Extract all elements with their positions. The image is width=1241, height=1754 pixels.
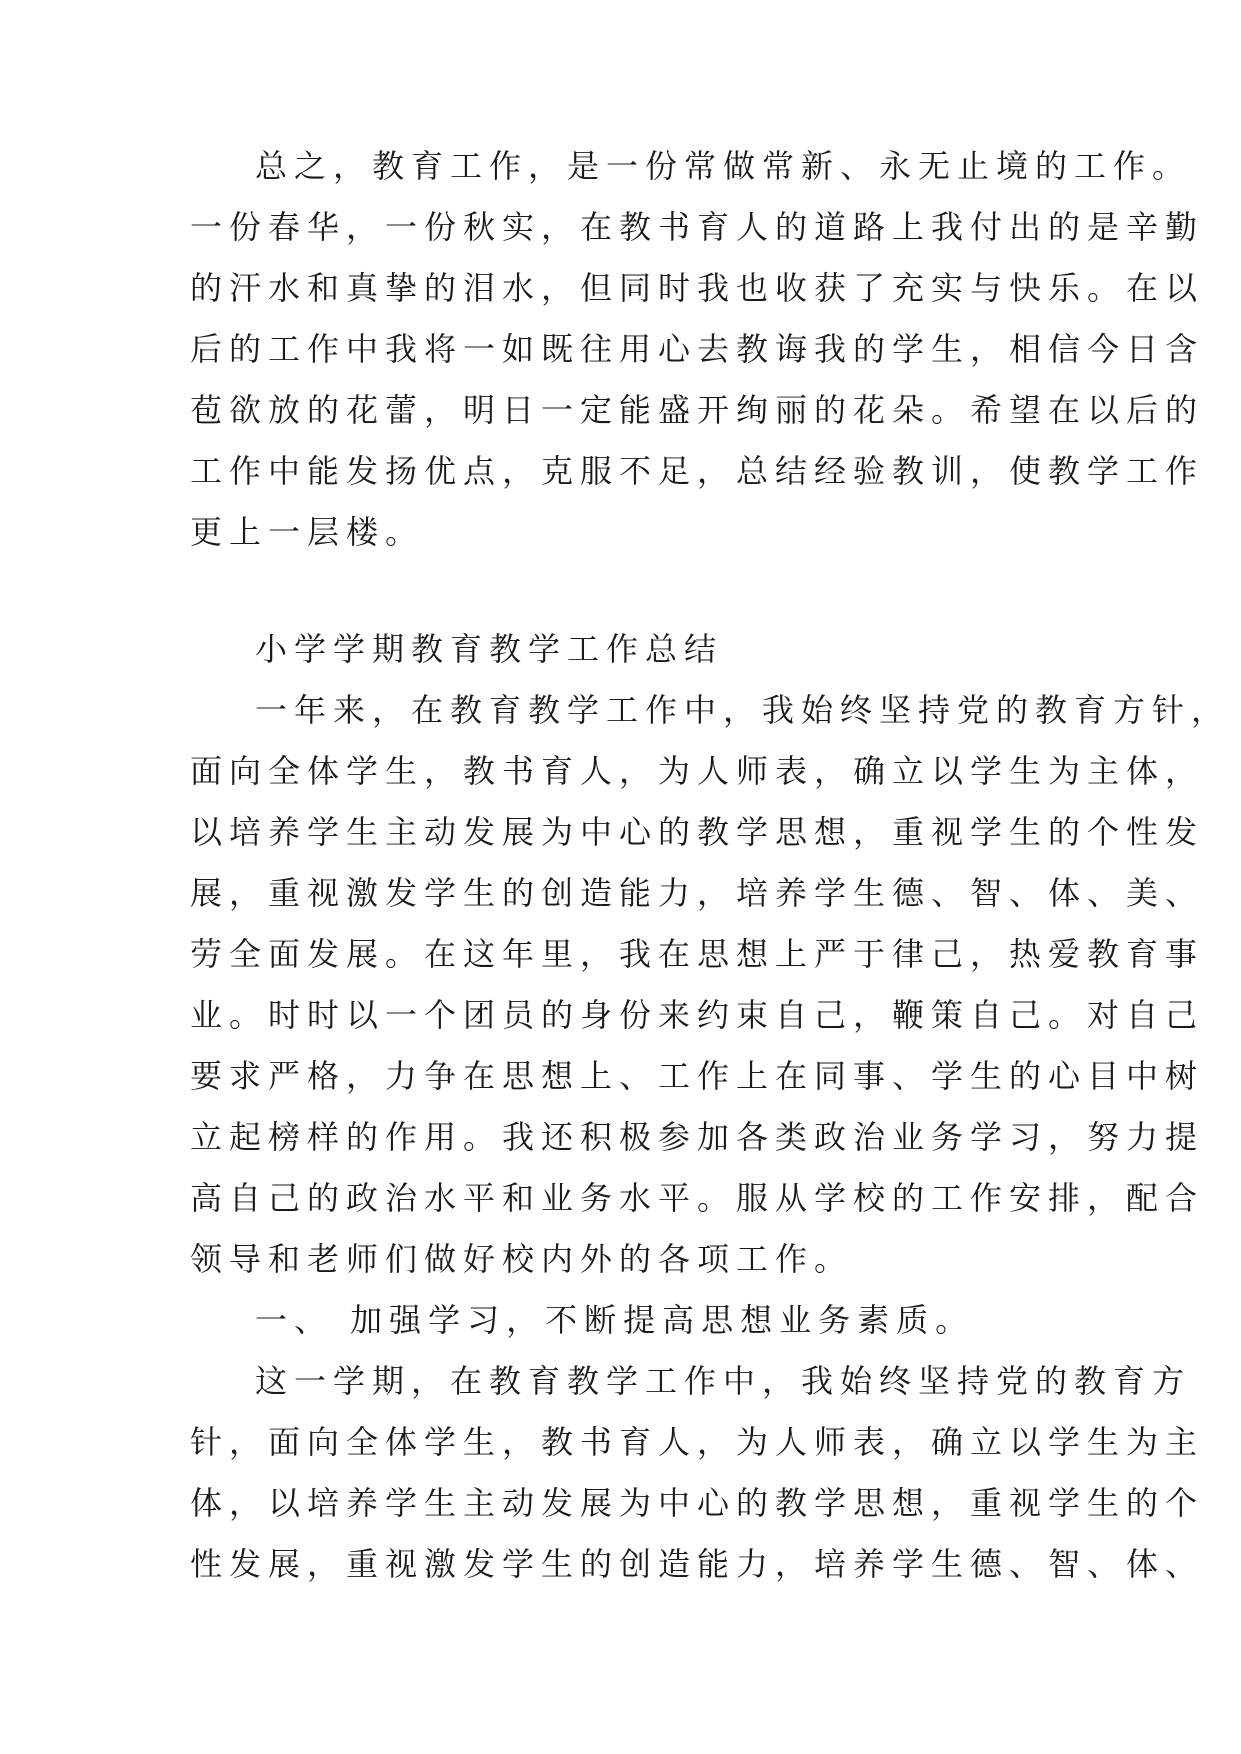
section-title: 小学学期教育教学工作总结 <box>255 630 724 668</box>
paragraph-3-line-2: 针，面向全体学生，教书育人，为人师表，确立以学生为主 <box>190 1423 1205 1461</box>
paragraph-3-line-1: 这一学期，在教育教学工作中，我始终坚持党的教育方 <box>255 1362 1192 1400</box>
paragraph-1-line-5: 苞欲放的花蕾，明日一定能盛开绚丽的花朵。希望在以后的 <box>190 391 1205 429</box>
paragraph-2-line-1: 一年来，在教育教学工作中，我始终坚持党的教育方针， <box>255 691 1231 729</box>
paragraph-1-line-6: 工作中能发扬优点，克服不足，总结经验教训，使教学工作 <box>190 452 1205 490</box>
heading-1: 一、 加强学习，不断提高思想业务素质。 <box>255 1301 975 1339</box>
paragraph-2-line-8: 立起榜样的作用。我还积极参加各类政治业务学习，努力提 <box>190 1118 1205 1156</box>
paragraph-2-line-4: 展，重视激发学生的创造能力，培养学生德、智、体、美、 <box>190 874 1205 912</box>
paragraph-2-line-5: 劳全面发展。在这年里，我在思想上严于律己，热爱教育事 <box>190 935 1205 973</box>
paragraph-1-line-4: 后的工作中我将一如既往用心去教诲我的学生，相信今日含 <box>190 330 1205 368</box>
paragraph-1-line-2: 一份春华，一份秋实，在教书育人的道路上我付出的是辛勤 <box>190 208 1205 246</box>
paragraph-1-line-1: 总之，教育工作，是一份常做常新、永无止境的工作。 <box>255 147 1192 185</box>
paragraph-2-line-3: 以培养学生主动发展为中心的教学思想，重视学生的个性发 <box>190 813 1205 851</box>
paragraph-1-line-7: 更上一层楼。 <box>190 513 425 551</box>
paragraph-2-line-10: 领导和老师们做好校内外的各项工作。 <box>190 1240 854 1278</box>
paragraph-3-line-3: 体，以培养学生主动发展为中心的教学思想，重视学生的个 <box>190 1484 1205 1522</box>
paragraph-2-line-9: 高自己的政治水平和业务水平。服从学校的工作安排，配合 <box>190 1179 1205 1217</box>
paragraph-3-line-4: 性发展，重视激发学生的创造能力，培养学生德、智、体、 <box>190 1545 1205 1583</box>
paragraph-2-line-6: 业。时时以一个团员的身份来约束自己，鞭策自己。对自己 <box>190 996 1205 1034</box>
paragraph-2-line-2: 面向全体学生，教书育人，为人师表，确立以学生为主体， <box>190 752 1205 790</box>
paragraph-2-line-7: 要求严格，力争在思想上、工作上在同事、学生的心目中树 <box>190 1057 1205 1095</box>
paragraph-1-line-3: 的汗水和真挚的泪水，但同时我也收获了充实与快乐。在以 <box>190 269 1205 307</box>
